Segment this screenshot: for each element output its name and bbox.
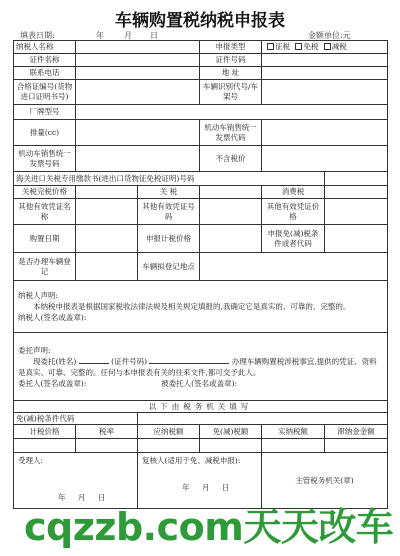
seal-cell — [262, 453, 388, 509]
tax-checkbox[interactable] — [267, 43, 274, 50]
day-label: 日 — [150, 31, 158, 40]
agent-sign-label: 被委托人(签名或盖章): — [161, 378, 238, 388]
excise-label: 消费税 — [262, 186, 325, 199]
duty-value-label: 关税完税价格 — [14, 186, 76, 199]
unit-label: 金额单位:元 — [308, 31, 351, 40]
accept-month: 月 — [77, 493, 86, 502]
month-label: 月 — [124, 31, 132, 40]
vin-label: 车辆识别代号/车架号 — [200, 80, 262, 105]
tax-due-value[interactable] — [138, 439, 200, 453]
taxable-price-value[interactable] — [14, 439, 76, 453]
phone-label: 联系电话 — [14, 67, 76, 80]
agent-name-label: 现委托(姓名) — [33, 356, 77, 366]
tax-office-header: 以下由税务机关填写 — [14, 401, 388, 413]
accept-day: 日 — [97, 493, 106, 502]
agent-id-label: (证件号码) — [111, 356, 147, 366]
agent-statement — [14, 333, 388, 401]
reg-place-label: 车辆拟登记地点 — [138, 253, 200, 281]
invoice-code-field[interactable] — [262, 120, 388, 146]
cert-name-label: 证件名称 — [14, 54, 76, 67]
other-cert-name-label: 其他有效凭证名称 — [14, 199, 76, 225]
tax-option-label: 征税 — [275, 42, 290, 51]
purchase-date-label: 购置日期 — [14, 225, 76, 253]
reduce-option-label: 减税 — [331, 42, 347, 51]
reg-place-field[interactable] — [200, 253, 388, 281]
watermark-cn: 天天改车 — [243, 505, 394, 549]
duty-field[interactable] — [200, 186, 262, 199]
form-title: 车辆购置税纳税申报表 — [115, 11, 285, 31]
duty-value-field[interactable] — [76, 186, 138, 199]
accept-label: 受理人: — [18, 456, 44, 465]
exempt-code-label: 申报免(减)税条件或者代码 — [262, 225, 325, 253]
accept-cell — [14, 453, 138, 509]
other-cert-name-field[interactable] — [76, 199, 138, 225]
price-excl-field[interactable] — [262, 146, 388, 172]
invoice-no-field[interactable] — [76, 146, 200, 172]
exempt-amount-value[interactable] — [200, 439, 262, 453]
taxpayer-stmt-text: 本纳税申报表是根据国家税收法律法规及相关规定填报的,我确定它是真实的、可靠的、完整的。 — [33, 302, 351, 311]
site-watermark — [24, 506, 393, 548]
other-cert-price-field[interactable] — [325, 199, 388, 225]
registration-label: 是否办理车辆登记 — [14, 253, 76, 281]
agent-name-blank[interactable] — [79, 356, 109, 364]
qualification-label: 合格证编号(货物进口证明书号) — [14, 80, 76, 105]
accept-year: 年 — [58, 493, 66, 502]
agent-stmt-label: 委托声明: — [18, 345, 51, 355]
taxpayer-statement — [14, 281, 388, 333]
tax-declaration-form — [13, 40, 388, 509]
year-label: 年 — [96, 31, 104, 40]
review-cell — [138, 453, 262, 509]
tax-rate-value[interactable] — [76, 439, 138, 453]
brand-label: 厂牌型号 — [14, 105, 76, 120]
col-tax-paid: 实纳税额 — [262, 425, 325, 439]
declared-price-label: 申报计税价格 — [138, 225, 200, 253]
cert-no-field[interactable] — [262, 54, 388, 67]
customs-label: 海关进口关税专用缴款书(进出口货物征免税证明)号码 — [14, 172, 325, 186]
taxpayer-sign-label: 纳税人(签名或盖章): — [18, 313, 87, 322]
review-month: 月 — [201, 483, 210, 492]
exempt-checkbox[interactable] — [295, 43, 302, 50]
declare-type-label: 申报类型 — [200, 41, 262, 54]
agent-id-blank[interactable] — [149, 356, 229, 364]
tax-paid-value[interactable] — [262, 439, 325, 453]
vin-field[interactable] — [262, 80, 388, 105]
customs-field[interactable] — [325, 172, 388, 186]
agent-stmt-text: 办理车辆购置税涉税事宜,提供的凭证、资料是真实、可靠、完整的。任何与本申报表有关的往来文件,都可交予此人。 — [18, 356, 377, 377]
col-taxable-price: 计税价格 — [14, 425, 76, 439]
registration-field[interactable] — [76, 253, 138, 281]
review-day: 日 — [221, 483, 230, 492]
seal-label: 主管税务机关(章) — [295, 476, 354, 485]
watermark-latin: cqzzb.com — [24, 505, 244, 549]
office-exempt-code-field[interactable] — [138, 413, 388, 425]
col-tax-rate: 税率 — [76, 425, 138, 439]
taxpayer-name-label: 纳税人名称 — [14, 41, 76, 54]
late-fee-value[interactable] — [325, 439, 388, 453]
invoice-no-label: 机动车销售统一发票号码 — [14, 146, 76, 172]
principal-sign-label: 委托人(签名或盖章): — [18, 378, 87, 388]
review-label: 复核人(适用于免、减税申报): — [142, 456, 241, 465]
col-tax-due: 应纳税额 — [138, 425, 200, 439]
duty-label: 关 税 — [138, 186, 200, 199]
address-label: 地 址 — [200, 67, 262, 80]
reduce-checkbox[interactable] — [324, 43, 331, 50]
displacement-field[interactable] — [76, 120, 200, 146]
declare-type-options — [262, 41, 388, 54]
taxpayer-stmt-label: 纳税人声明: — [18, 291, 59, 300]
other-cert-no-label: 其他有效凭证号码 — [138, 199, 200, 225]
other-cert-no-field[interactable] — [200, 199, 262, 225]
other-cert-price-label: 其他有效凭证价格 — [262, 199, 325, 225]
cert-name-field[interactable] — [76, 54, 200, 67]
phone-field[interactable] — [76, 67, 200, 80]
displacement-label: 排量(cc) — [14, 120, 76, 146]
col-late-fee: 滞纳金金额 — [325, 425, 388, 439]
col-exempt-amount: 免(减)税额 — [200, 425, 262, 439]
qualification-field[interactable] — [76, 80, 200, 105]
cert-no-label: 证件号码 — [200, 54, 262, 67]
exempt-code-field[interactable] — [325, 225, 388, 253]
exempt-option-label: 免税 — [303, 42, 319, 51]
price-excl-label: 不含税价 — [200, 146, 262, 172]
invoice-code-label: 机动车销售统一发票代码 — [200, 120, 262, 146]
brand-field[interactable] — [76, 105, 388, 120]
fill-date-label: 填表日期: — [20, 31, 55, 40]
review-year: 年 — [182, 483, 190, 492]
excise-field[interactable] — [325, 186, 388, 199]
office-exempt-code-label: 免(减)税条件代码 — [14, 413, 138, 425]
purchase-date-field[interactable] — [76, 225, 138, 253]
taxpayer-name-field[interactable] — [76, 41, 200, 54]
address-field[interactable] — [262, 67, 388, 80]
declared-price-field[interactable] — [200, 225, 262, 253]
